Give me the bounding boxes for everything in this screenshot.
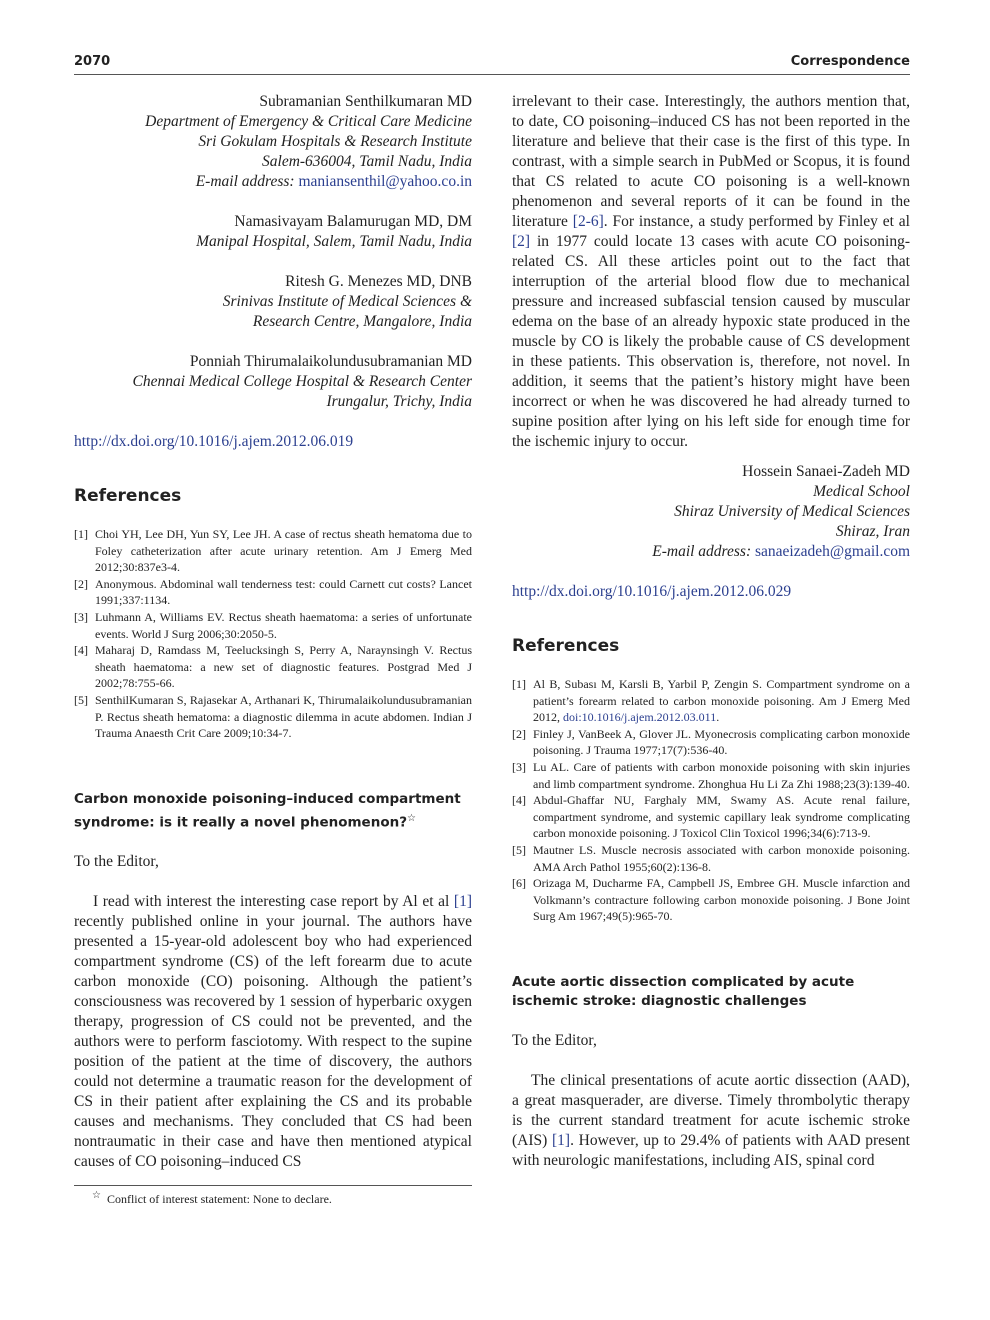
author-block-3 xyxy=(74,272,472,332)
reference-item xyxy=(512,842,910,875)
reference-number: [5] xyxy=(512,842,526,857)
reference-number: [1] xyxy=(74,527,88,541)
reference-item xyxy=(74,576,472,609)
email-label: E-mail address: xyxy=(652,543,755,560)
doi-link[interactable]: http://dx.doi.org/10.1016/j.ajem.2012.06.029 xyxy=(512,583,792,600)
reference-list xyxy=(74,526,472,742)
author-email-link[interactable]: sanaeizadeh@gmail.com xyxy=(755,543,910,560)
author-block xyxy=(512,462,910,562)
citation-link[interactable]: [1] xyxy=(453,893,472,911)
salutation: To the Editor, xyxy=(512,1031,597,1049)
reference-list xyxy=(512,676,910,925)
footnote-divider xyxy=(74,1185,472,1186)
reference-item xyxy=(512,875,910,925)
reference-text: Luhmann A, Williams EV. Rectus sheath haematoma: a series of unfortunate events. World J Surg 2006;30:2050-5. xyxy=(95,609,472,641)
body-text: I read with interest the interesting case report by Al et al xyxy=(93,893,454,911)
reference-text: Abdul-Ghaffar NU, Farghaly MM, Swamy AS. Acute renal failure, compartment syndrome, and systemic capillary leak syndrome complicating carbon monoxide poisoning. J Toxicol Clin Toxicol 1996;34(6):713-9. xyxy=(533,793,910,841)
author-affiliation: Shiraz, Iran xyxy=(835,523,910,540)
page-number: 2070 xyxy=(74,54,111,69)
body-paragraph xyxy=(512,92,910,452)
author-name: Namasivayam Balamurugan MD, DM xyxy=(234,213,472,230)
reference-text: Anonymous. Abdominal wall tenderness test: could Carnett cut costs? Lancet 1991;337:1134. xyxy=(95,576,472,608)
reference-number: [5] xyxy=(74,692,88,707)
reference-text: SenthilKumaran S, Rajasekar A, Arthanari K, Thirumalaikolundusubramanian P. Rectus sheath hematoma: a diagnostic dilemma in acute abdomen. Indian J Trauma Anaesth Crit Care 2009;10:34-7. xyxy=(95,692,472,741)
author-name: Subramanian Senthilkumaran MD xyxy=(259,93,472,110)
reference-number: [2] xyxy=(74,576,88,591)
reference-item xyxy=(74,642,472,692)
body-paragraph xyxy=(74,892,472,1172)
reference-number: [4] xyxy=(74,643,88,658)
reference-item xyxy=(74,692,472,742)
author-affiliation: Salem-636004, Tamil Nadu, India xyxy=(262,153,472,170)
author-affiliation: Irungalur, Trichy, India xyxy=(326,393,472,410)
reference-number: [4] xyxy=(512,793,526,808)
citation-link[interactable]: [2] xyxy=(512,233,531,250)
page-header xyxy=(74,54,910,75)
author-affiliation: Chennai Medical College Hospital & Research Center xyxy=(132,373,472,390)
body-text: . For instance, a study performed by Finley et al xyxy=(603,213,910,230)
reference-text: Finley J, VanBeek A, Glover JL. Myonecrosis complicating carbon monoxide poisoning. J Trauma 1977;17(7):536-40. xyxy=(533,726,910,758)
author-affiliation: Shiraz University of Medical Sciences xyxy=(674,503,910,520)
body-paragraph xyxy=(512,1071,910,1171)
body-text: recently published online in your journal. The authors have presented a 15-year-old adolescent boy who had experienced compartment syndrome (CS) of the left forearm due to acute carbon monoxide (CO) poisoning. Although the patient’s consciousness was recovered by 1 session of hyperbaric oxygen therapy, progression of CS could not be prevented, and the authors were to perform fasciotomy. With respect to the supine position of the patient at the time of discovery, the authors could not determine a traumatic reason for the development of CS in their patient after explaining the CS and its probable causes and mechanisms. They concluded that CS had been nontraumatic in their case and have then mentioned atypical causes of CO poisoning–induced CS xyxy=(74,913,472,1171)
reference-text: Maharaj D, Ramdass M, Teelucksingh S, Perry A, Naraynsingh V. Rectus sheath haematoma: a new set of diagnostic features. Postgrad Med J 2002;78:755-66. xyxy=(95,643,472,691)
reference-number: [3] xyxy=(74,609,88,624)
reference-number: [6] xyxy=(512,876,526,891)
footnote-star-icon[interactable]: ☆ xyxy=(407,812,416,824)
reference-item xyxy=(512,726,910,759)
reference-item xyxy=(74,609,472,642)
author-block-2 xyxy=(74,212,472,252)
body-text: The clinical presentations of acute aortic dissection (AAD), a great masquerader, are diverse. Timely thrombolytic therapy is the current standard treatment for acute ischemic stroke (AIS) xyxy=(512,1071,910,1149)
reference-number: [2] xyxy=(512,726,526,741)
author-email-link[interactable]: maniansenthil@yahoo.co.in xyxy=(298,173,472,190)
author-block-4 xyxy=(74,352,472,412)
reference-item xyxy=(512,759,910,792)
author-name: Hossein Sanaei-Zadeh MD xyxy=(742,463,910,480)
reference-text: Choi YH, Lee DH, Yun SY, Lee JH. A case of rectus sheath hematoma due to Foley catheterization after acute urinary retention. Am J Emerg Med 2012;30:837e3-4. xyxy=(95,527,472,575)
author-name: Ponniah Thirumalaikolundusubramanian MD xyxy=(189,353,472,370)
left-column xyxy=(74,92,472,1172)
citation-link[interactable]: [2-6] xyxy=(572,213,604,230)
salutation: To the Editor, xyxy=(74,853,159,871)
footnote xyxy=(92,1190,332,1207)
author-affiliation: Manipal Hospital, Salem, Tamil Nadu, India xyxy=(196,233,472,250)
reference-item xyxy=(74,526,472,576)
reference-text: . xyxy=(716,710,720,725)
reference-item xyxy=(512,792,910,842)
footnote-text: Conflict of interest statement: None to declare. xyxy=(106,1192,332,1206)
article-title xyxy=(74,790,472,833)
body-text: in 1977 could locate 13 cases with acute CO poisoning-related CS. All these articles point out to the fact that interruption of the arterial blood flow due to mechanical pressure and increased subfascial tension caused by muscular edema on the base of an already hypoxic state produced in the muscle by CO is likely the probable cause of CS development in these patients. This observation is, therefore, not novel. In addition, it seems that the patient’s history might have been incorrect or when he was discovered he had already turned to supine position after lying on his left side for enough time for the ischemic injury to occur. xyxy=(512,233,910,450)
author-affiliation: Sri Gokulam Hospitals & Research Institute xyxy=(198,133,472,150)
footnote-star-icon: ☆ xyxy=(92,1190,101,1201)
reference-number: [1] xyxy=(512,677,526,691)
reference-doi-link[interactable]: doi:10.1016/j.ajem.2012.03.011 xyxy=(563,710,717,725)
article-title: Acute aortic dissection complicated by acute ischemic stroke: diagnostic challenges xyxy=(512,973,855,1009)
right-column xyxy=(512,92,910,1171)
reference-text: Mautner LS. Muscle necrosis associated with carbon monoxide poisoning. AMA Arch Pathol 1955;60(2):136-8. xyxy=(533,842,910,874)
article-title-text: Carbon monoxide poisoning–induced compartment syndrome: is it really a novel phenomenon? xyxy=(74,790,461,831)
reference-item xyxy=(512,676,910,726)
reference-number: [3] xyxy=(512,759,526,774)
references-heading: References xyxy=(74,486,182,506)
references-heading: References xyxy=(512,636,620,656)
body-text: . However, up to 29.4% of patients with AAD present with neurologic manifestations, including AIS, spinal cord xyxy=(512,1131,910,1169)
author-affiliation: Research Centre, Mangalore, India xyxy=(252,313,472,330)
section-title: Correspondence xyxy=(790,54,910,69)
body-text: irrelevant to their case. Interestingly, the authors mention that, to date, CO poisoning–induced CS has not been reported in the literature and believe that their case is the first of this type. In contrast, with a simple search in PubMed or Scopus, it is found that CS related to acute CO poisoning is a well-known phenomenon and several reports of it can be found in the literature xyxy=(512,93,910,230)
reference-text: Lu AL. Care of patients with carbon monoxide poisoning with skin injuries and limb compartment syndrome. Zhonghua Hu Li Za Zhi 1988;23(3):139-40. xyxy=(533,759,910,791)
citation-link[interactable]: [1] xyxy=(552,1131,571,1149)
author-affiliation: Medical School xyxy=(813,483,910,500)
author-block-1 xyxy=(74,92,472,192)
author-name: Ritesh G. Menezes MD, DNB xyxy=(285,273,472,290)
author-affiliation: Department of Emergency & Critical Care Medicine xyxy=(145,113,472,130)
reference-text: Al B, Subası M, Karsli B, Yarbil P, Zengin S. Compartment syndrome on a patient’s forearm related to carbon monoxide poisoning. Am J Emerg Med 2012, xyxy=(533,677,910,725)
doi-link[interactable]: http://dx.doi.org/10.1016/j.ajem.2012.06.019 xyxy=(74,433,354,450)
email-label: E-mail address: xyxy=(195,173,299,190)
reference-text: Orizaga M, Ducharme FA, Campbell JS, Embree GH. Muscle infarction and Volkmann’s contracture following carbon monoxide poisoning. J Bone Joint Surg Am 1967;49(5):965-70. xyxy=(533,876,910,924)
author-affiliation: Srinivas Institute of Medical Sciences & xyxy=(222,293,472,310)
